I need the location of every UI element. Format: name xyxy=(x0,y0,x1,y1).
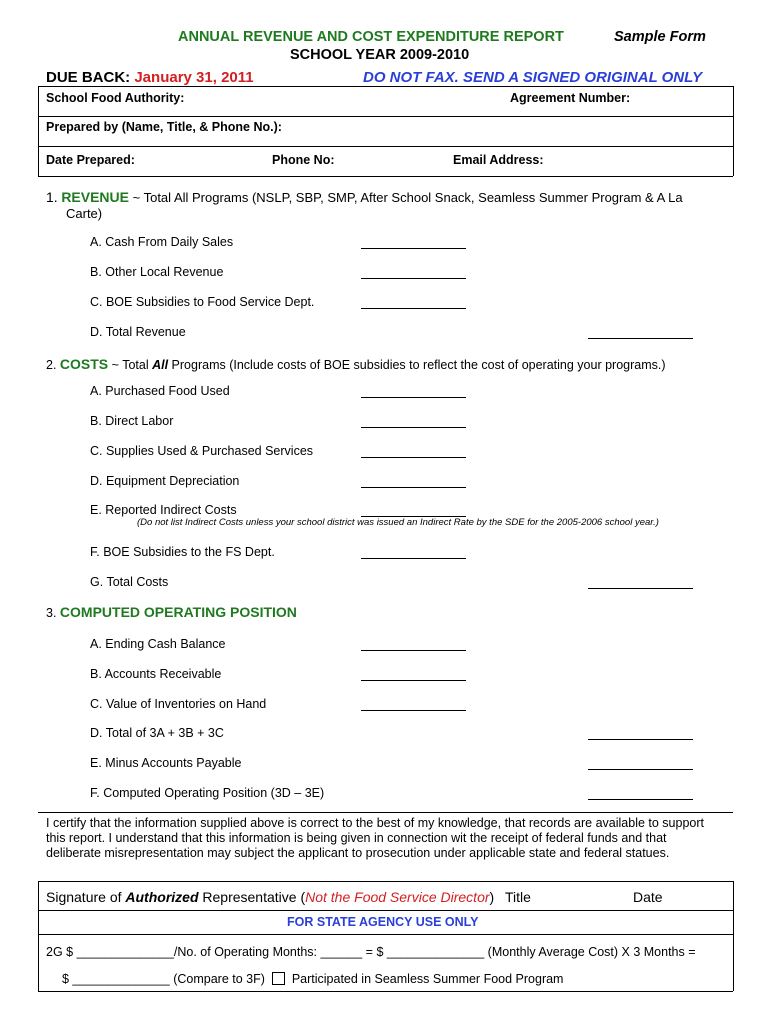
divider xyxy=(38,934,733,935)
costs-number: 2. xyxy=(46,358,57,372)
phone-field[interactable]: Phone No: xyxy=(272,153,335,167)
revenue-title: REVENUE xyxy=(61,189,129,205)
signature-pre: Signature of xyxy=(46,889,122,905)
certify-line-1: I certify that the information supplied above is correct to the best of my knowledge, that records are available to support xyxy=(46,816,704,830)
divider xyxy=(38,146,733,147)
costs-a-input[interactable] xyxy=(361,397,466,398)
operating-c-input[interactable] xyxy=(361,710,466,711)
divider xyxy=(38,812,733,813)
costs-item-b: B. Direct Labor xyxy=(90,414,174,428)
signature-title-label: Title xyxy=(505,889,531,905)
operating-item-c: C. Value of Inventories on Hand xyxy=(90,697,267,711)
state-use-compare[interactable]: $ ______________ (Compare to 3F) xyxy=(62,972,265,986)
operating-title: COMPUTED OPERATING POSITION xyxy=(59,604,297,620)
costs-item-a: A. Purchased Food Used xyxy=(90,384,230,398)
report-title: ANNUAL REVENUE AND COST EXPENDITURE REPORT xyxy=(178,29,564,45)
divider xyxy=(38,116,733,117)
operating-number: 3. xyxy=(46,606,57,620)
signature-line[interactable] xyxy=(38,881,733,882)
agreement-number-field[interactable]: Agreement Number: xyxy=(510,91,631,105)
operating-heading xyxy=(46,604,297,620)
certify-line-2: this report. I understand that this information is being given in connection wit the receipt of federal funds and that xyxy=(46,831,667,845)
indirect-costs-note: (Do not list Indirect Costs unless your school district was issued an Indirect Rate by the SDE for the 2005-2006 school year.) xyxy=(137,517,659,528)
due-back xyxy=(46,69,254,86)
due-back-date: January 31, 2011 xyxy=(134,69,254,86)
revenue-desc-cont: Carte) xyxy=(66,206,103,221)
operating-item-e: E. Minus Accounts Payable xyxy=(90,756,242,770)
state-use-row-2 xyxy=(62,972,563,986)
divider xyxy=(38,991,733,992)
divider xyxy=(38,86,39,176)
costs-d-input[interactable] xyxy=(361,487,466,488)
signature-authorized: Authorized xyxy=(125,889,199,905)
revenue-number: 1. xyxy=(46,189,58,205)
date-prepared-field[interactable]: Date Prepared: xyxy=(46,153,135,167)
seamless-summer-checkbox[interactable] xyxy=(272,972,285,985)
revenue-a-input[interactable] xyxy=(361,248,466,249)
signature-close: ) xyxy=(489,889,495,905)
prepared-by-field[interactable]: Prepared by (Name, Title, & Phone No.): xyxy=(46,120,282,134)
divider xyxy=(733,881,734,991)
sfa-field[interactable]: School Food Authority: xyxy=(46,91,185,105)
seamless-summer-label: Participated in Seamless Summer Food Program xyxy=(291,972,564,986)
state-use-heading: FOR STATE AGENCY USE ONLY xyxy=(287,915,479,929)
costs-c-input[interactable] xyxy=(361,457,466,458)
signature-rep: Representative ( xyxy=(202,889,306,905)
operating-item-d: D. Total of 3A + 3B + 3C xyxy=(90,726,224,740)
certify-line-3: deliberate misrepresentation may subject the applicant to prosecution under applicable state and federal statues. xyxy=(46,846,670,860)
revenue-c-input[interactable] xyxy=(361,308,466,309)
state-use-row-1[interactable]: 2G $ ______________/No. of Operating Months: ______ = $ ______________ (Monthly Average Cost) X 3 Months = xyxy=(46,945,696,959)
operating-f-input[interactable] xyxy=(588,799,693,800)
due-back-label: DUE BACK: xyxy=(46,69,131,86)
signature-not-director: Not the Food Service Director xyxy=(305,889,490,905)
costs-heading xyxy=(46,356,666,372)
divider xyxy=(38,910,733,911)
costs-f-input[interactable] xyxy=(361,558,466,559)
revenue-d-input[interactable] xyxy=(588,338,693,339)
email-field[interactable]: Email Address: xyxy=(453,153,544,167)
costs-item-e: E. Reported Indirect Costs xyxy=(90,503,237,517)
costs-item-c: C. Supplies Used & Purchased Services xyxy=(90,444,314,458)
costs-desc-post: Programs (Include costs of BOE subsidies to reflect the cost of operating your programs.) xyxy=(171,358,666,372)
operating-d-input[interactable] xyxy=(588,739,693,740)
revenue-item-b: B. Other Local Revenue xyxy=(90,265,224,279)
divider xyxy=(733,86,734,176)
signature-date-label: Date xyxy=(633,889,663,905)
divider xyxy=(38,881,39,991)
costs-desc-all: All xyxy=(152,358,169,372)
costs-title: COSTS xyxy=(59,356,109,372)
revenue-desc: ~ Total All Programs (NSLP, SBP, SMP, After School Snack, Seamless Summer Program & A La xyxy=(132,190,683,205)
school-year: SCHOOL YEAR 2009-2010 xyxy=(290,47,470,63)
operating-b-input[interactable] xyxy=(361,680,466,681)
revenue-item-d: D. Total Revenue xyxy=(90,325,186,339)
costs-desc-pre: ~ Total xyxy=(111,358,149,372)
divider xyxy=(38,86,733,87)
revenue-item-a: A. Cash From Daily Sales xyxy=(90,235,234,249)
divider xyxy=(38,176,733,177)
operating-item-a: A. Ending Cash Balance xyxy=(90,637,226,651)
revenue-item-c: C. BOE Subsidies to Food Service Dept. xyxy=(90,295,315,309)
operating-e-input[interactable] xyxy=(588,769,693,770)
costs-b-input[interactable] xyxy=(361,427,466,428)
sample-form-label: Sample Form xyxy=(614,29,706,45)
fax-notice: DO NOT FAX. SEND A SIGNED ORIGINAL ONLY xyxy=(363,69,703,86)
revenue-b-input[interactable] xyxy=(361,278,466,279)
revenue-heading xyxy=(46,189,683,205)
costs-item-d: D. Equipment Depreciation xyxy=(90,474,240,488)
costs-item-f: F. BOE Subsidies to the FS Dept. xyxy=(90,545,275,559)
costs-item-g: G. Total Costs xyxy=(90,575,169,589)
operating-item-f: F. Computed Operating Position (3D – 3E) xyxy=(90,786,325,800)
costs-g-input[interactable] xyxy=(588,588,693,589)
operating-a-input[interactable] xyxy=(361,650,466,651)
signature-label xyxy=(46,889,494,905)
operating-item-b: B. Accounts Receivable xyxy=(90,667,222,681)
